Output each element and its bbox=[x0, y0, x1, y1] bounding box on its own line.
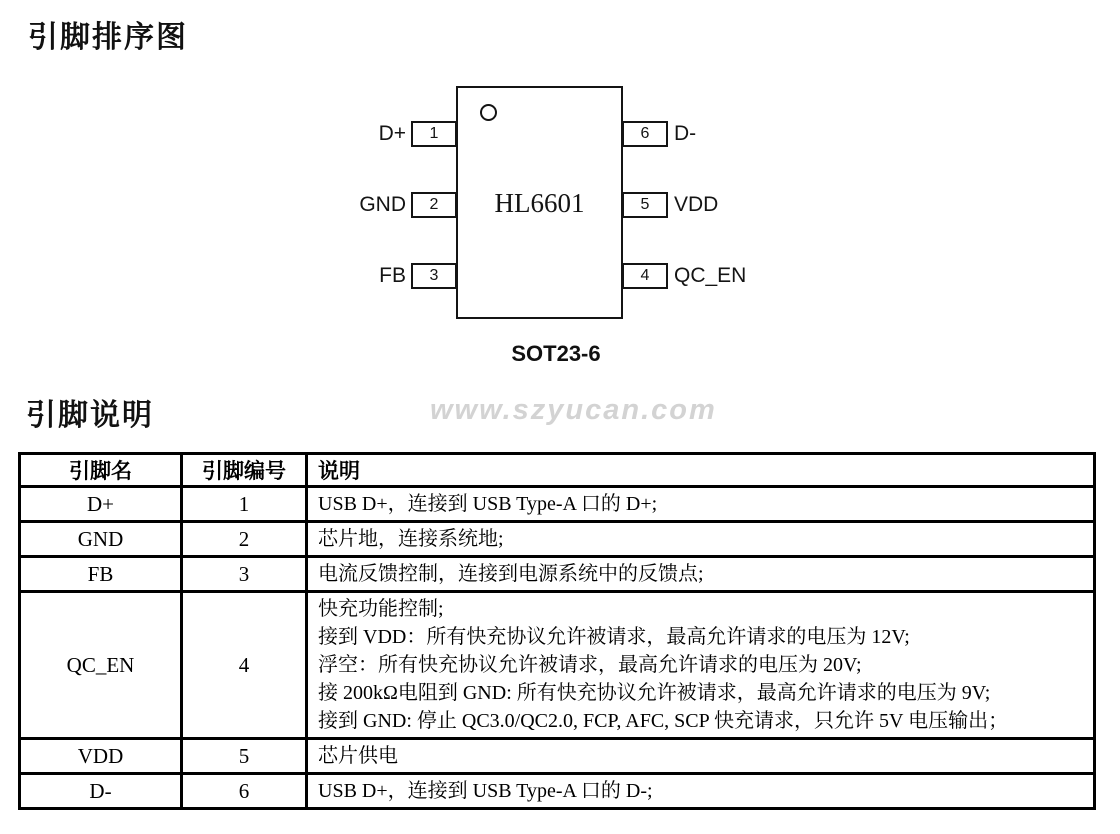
desc-line: 接到 GND: 停止 QC3.0/QC2.0, FCP, AFC, SCP 快充请求，只允许 5V 电压输出； bbox=[318, 710, 1009, 732]
pin-box-3: 3 bbox=[411, 263, 457, 289]
table-row-gnd bbox=[20, 522, 1095, 557]
chip-body bbox=[456, 86, 623, 319]
desc-line: 接到 VDD：所有快充协议允许被请求，最高允许请求的电压为 12V; bbox=[318, 626, 910, 648]
col-header-description: 说明 bbox=[307, 454, 1095, 487]
pin-name-cell: FB bbox=[20, 557, 182, 592]
pin-description-title: 引脚说明 bbox=[26, 399, 154, 432]
pin-label-dplus: D+ bbox=[378, 122, 406, 145]
table-row-vdd bbox=[20, 739, 1095, 774]
desc-line: 浮空：所有快充协议允许被请求，最高允许请求的电压为 20V; bbox=[318, 654, 862, 676]
pin-box-1: 1 bbox=[411, 121, 457, 147]
pin-number-cell: 6 bbox=[182, 774, 307, 809]
pin-label-vdd: VDD bbox=[674, 193, 719, 216]
pin1-marker-circle-icon bbox=[480, 104, 497, 121]
pin-label-dminus: D- bbox=[674, 122, 697, 145]
pin-desc-cell bbox=[307, 592, 1095, 739]
table-row-qcen bbox=[20, 592, 1095, 739]
table-row-fb bbox=[20, 557, 1095, 592]
col-header-pin-number: 引脚编号 bbox=[182, 454, 307, 487]
table-row-dminus bbox=[20, 774, 1095, 809]
pin-desc-cell: USB D+，连接到 USB Type-A 口的 D-; bbox=[307, 774, 1095, 809]
pin-number-cell: 1 bbox=[182, 487, 307, 522]
pin-name-cell: D+ bbox=[20, 487, 182, 522]
desc-line: 接 200kΩ电阻到 GND: 所有快充协议允许被请求，最高允许请求的电压为 9V; bbox=[318, 682, 991, 704]
pin-label-qcen: QC_EN bbox=[674, 264, 747, 287]
pin-label-gnd: GND bbox=[359, 193, 406, 216]
pin-name-cell: QC_EN bbox=[20, 592, 182, 739]
pin-desc-cell: 芯片供电 bbox=[307, 739, 1095, 774]
pin-diagram-title: 引脚排序图 bbox=[28, 21, 188, 54]
pin-box-2: 2 bbox=[411, 192, 457, 218]
pin-name-cell: VDD bbox=[20, 739, 182, 774]
watermark-text: www.szyucan.com bbox=[430, 394, 717, 426]
pin-desc-cell: USB D+，连接到 USB Type-A 口的 D+; bbox=[307, 487, 1095, 522]
pin-number-cell: 2 bbox=[182, 522, 307, 557]
pin-number-cell: 4 bbox=[182, 592, 307, 739]
pin-number-cell: 3 bbox=[182, 557, 307, 592]
table-row-dplus bbox=[20, 487, 1095, 522]
pin-desc-cell: 芯片地，连接系统地; bbox=[307, 522, 1095, 557]
pin-box-6: 6 bbox=[622, 121, 668, 147]
pin-desc-cell: 电流反馈控制，连接到电源系统中的反馈点; bbox=[307, 557, 1095, 592]
package-label: SOT23-6 bbox=[511, 341, 601, 366]
pin-name-cell: GND bbox=[20, 522, 182, 557]
pin-name-cell: D- bbox=[20, 774, 182, 809]
col-header-pin-name: 引脚名 bbox=[20, 454, 182, 487]
pin-label-fb: FB bbox=[379, 264, 406, 287]
pin-number-cell: 5 bbox=[182, 739, 307, 774]
chip-name: HL6601 bbox=[494, 188, 585, 218]
pin-box-5: 5 bbox=[622, 192, 668, 218]
table-header-row bbox=[20, 454, 1095, 487]
pin-box-4: 4 bbox=[622, 263, 668, 289]
pin-description-table bbox=[18, 452, 1096, 810]
desc-line: 快充功能控制; bbox=[318, 598, 444, 620]
